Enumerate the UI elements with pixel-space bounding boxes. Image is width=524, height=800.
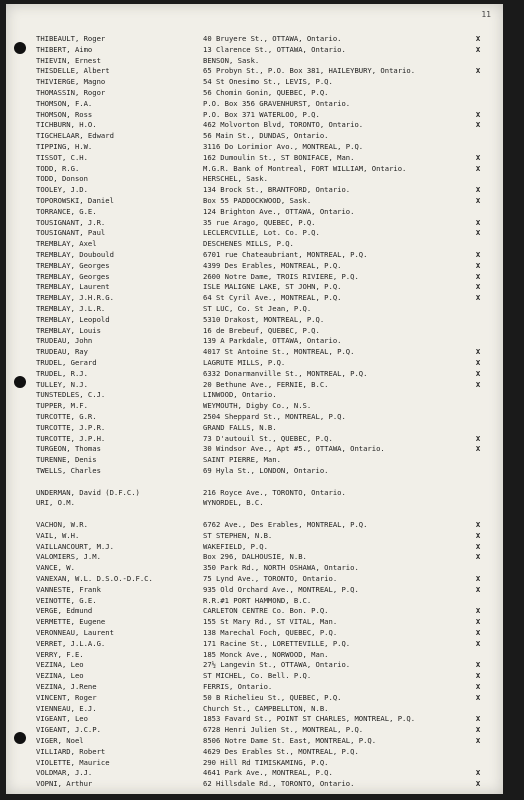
entry-name: TURCOTTE, G.R. [36, 412, 97, 421]
list-item [6, 261, 503, 271]
entry-address: WYNORDEL, B.C. [203, 498, 264, 508]
list-item [6, 434, 503, 444]
list-item [6, 682, 503, 692]
entry-mark: X [475, 368, 481, 378]
entry-name: TREMBLAY, J.L.R. [36, 304, 106, 313]
list-item [6, 552, 503, 562]
list-item [6, 574, 503, 584]
entry-address: 54 St Onesimo St., LEVIS, P.Q. [203, 77, 333, 87]
list-item [6, 455, 503, 465]
list-item [6, 218, 503, 228]
entry-mark: X [475, 552, 481, 562]
entry-address: 56 Main St., DUNDAS, Ontario. [203, 131, 329, 141]
list-item [6, 747, 503, 757]
page-number: 11 [481, 10, 491, 19]
entry-address: 935 Old Orchard Ave., MONTREAL, P.Q. [203, 584, 359, 594]
list-item [6, 326, 503, 336]
entry-mark: X [475, 530, 481, 540]
entry-address: 13 Clarence St., OTTAWA, Ontario. [203, 44, 346, 54]
list-item [6, 110, 503, 120]
entry-mark: X [475, 34, 481, 43]
entry-mark: X [475, 433, 481, 443]
entry-mark: X [475, 671, 481, 681]
entry-address: 1853 Favard St., POINT ST CHARLES, MONTREAL, P.Q. [203, 714, 416, 724]
entry-mark: X [475, 293, 481, 303]
list-item [6, 509, 503, 519]
entry-name: TREMBLAY, Doubould [36, 250, 114, 259]
list-item [6, 531, 503, 541]
list-item [6, 77, 503, 87]
entry-address: 64 St Cyril Ave., MONTREAL, P.Q. [203, 293, 342, 303]
entry-mark: X [475, 271, 481, 281]
list-item [6, 164, 503, 174]
list-item [6, 142, 503, 152]
entry-mark: X [475, 358, 481, 367]
entry-mark: X [475, 682, 481, 691]
entry-mark: X [475, 196, 481, 205]
entry-address: LAGRUTE MILLS, P.Q. [203, 358, 286, 367]
entry-mark: X [475, 228, 481, 238]
entry-name: TIGCHELAAR, Edward [36, 131, 114, 141]
entry-address: 3116 Do Lorimior Avo., MONTREAL, P.Q. [203, 142, 364, 151]
list-item [6, 228, 503, 238]
entry-address: 138 Marechal Foch, QUEBEC, P.Q. [203, 628, 338, 637]
entry-address: ST MICHEL, Co. Bell. P.Q. [203, 671, 312, 681]
entry-name: VANNESTE, Frank [36, 584, 101, 594]
list-item [6, 174, 503, 184]
entry-address: ST LUC, Co. St Jean, P.Q. [203, 304, 312, 313]
list-item [6, 185, 503, 195]
entry-name: TRUDEAU, John [36, 336, 93, 346]
entry-mark: X [475, 520, 481, 529]
list-item [6, 714, 503, 724]
entry-address: 30 Windsor Ave., Apt #5., OTTAWA, Ontario. [203, 444, 385, 454]
entry-address: 171 Racine St., LORETTEVILLE, P.Q. [203, 638, 351, 648]
entry-mark: X [475, 282, 481, 292]
entry-name: VILLIARD, Robert [36, 746, 106, 756]
list-item [6, 488, 503, 498]
entry-name: THOMSON, Ross [36, 109, 93, 119]
list-item [6, 596, 503, 606]
entry-address: DESCHENES MILLS, P.Q. [203, 239, 294, 249]
entry-address: 69 Hyla St., LONDON, Ontario. [203, 466, 329, 475]
entry-name: TREMBLAY, Georges [36, 260, 110, 270]
entry-name: UNDERMAN, David (D.F.C.) [36, 487, 140, 497]
list-item [6, 304, 503, 314]
entry-mark: X [475, 217, 481, 227]
entry-address: ST STEPHEN, N.B. [203, 530, 273, 540]
entry-name: URI, O.M. [36, 498, 75, 508]
entry-address: 124 Brighton Ave., OTTAWA, Ontario. [203, 206, 355, 216]
entry-mark: X [475, 768, 481, 778]
entry-address: GRAND FALLS, N.B. [203, 422, 277, 432]
entry-address: SAINT PIERRE, Man. [203, 455, 281, 465]
list-item [6, 639, 503, 649]
entry-name: TREMBLAY, Laurent [36, 282, 110, 292]
list-item [6, 693, 503, 703]
entry-address: CARLETON CENTRE Co. Bon. P.Q. [203, 606, 329, 616]
list-item [6, 66, 503, 76]
entry-name: TOOLEY, J.D. [36, 185, 88, 195]
entry-address: 4629 Des Erables St., MONTREAL, P.Q. [203, 746, 359, 756]
entry-name: VEZINA, Leo [36, 660, 84, 670]
entry-name: VERGE, Edmund [36, 606, 93, 616]
entry-address: 462 Molvorton Blvd, TORONTO, Ontario. [203, 120, 364, 130]
entry-name: TOUSIGNANT, J.R. [36, 217, 106, 227]
entry-name: VERRET, J.L.A.G. [36, 638, 106, 648]
list-item [6, 704, 503, 714]
entry-name: VIOLETTE, Maurice [36, 757, 110, 767]
entry-mark: X [475, 163, 481, 173]
entry-mark: X [475, 250, 481, 259]
entry-name: VIGEANT, J.C.P. [36, 725, 101, 735]
entry-address: 16 de Brebeuf, QUEBEC, P.Q. [203, 325, 320, 335]
entry-address: HERSCHEL, Sask. [203, 174, 268, 184]
entry-name: VEZINA, J.Rene [36, 682, 97, 691]
list-item [6, 660, 503, 670]
entry-name: TULLEY, N.J. [36, 379, 88, 389]
entry-address: 2600 Notre Dame, TROIS RIVIERE, P.Q. [203, 271, 359, 281]
entry-name: VEZINA, Leo [36, 671, 84, 681]
list-item [6, 768, 503, 778]
entry-address: Box 296, DALHOUSIE, N.B. [203, 552, 307, 562]
entry-mark: X [475, 541, 481, 551]
entry-name: THIBERT, Aimo [36, 44, 93, 54]
entry-address: 40 Bruyere St., OTTAWA, Ontario. [203, 34, 342, 43]
list-item [6, 628, 503, 638]
entry-address: 350 Park Rd., NORTH OSHAWA, Ontario. [203, 563, 359, 573]
entry-address: 155 St Mary Rd., ST VITAL, Man. [203, 617, 338, 627]
entry-address: 4017 St Antoine St., MONTREAL, P.Q. [203, 347, 355, 357]
entry-mark: X [475, 692, 481, 702]
list-item [6, 358, 503, 368]
entry-address: 6728 Henri Julien St., MONTREAL, P.Q. [203, 725, 364, 735]
entry-address: 4399 Des Erables, MONTREAL, P.Q. [203, 260, 342, 270]
list-item [6, 88, 503, 98]
entry-name: TREMBLAY, J.H.R.G. [36, 293, 114, 303]
entry-mark: X [475, 628, 481, 637]
entry-address: 290 Hill Rd TIMISKAMING, P.Q. [203, 757, 329, 767]
entry-mark: X [475, 584, 481, 594]
document-page [6, 4, 503, 794]
entry-mark: X [475, 152, 481, 162]
entry-address: 5310 Drakost, MONTREAL, P.Q. [203, 314, 325, 324]
entry-address: 65 Probyn St., P.O. Box 381, HAILEYBURY, Ontario. [203, 66, 416, 76]
entry-address: 50 B Richelieu St., QUEBEC, P.Q. [203, 692, 342, 702]
entry-address: 6332 Donarmanville St., MONTREAL, P.Q. [203, 368, 368, 378]
list-item [6, 423, 503, 433]
entry-address: WEYMOUTH, Digby Co., N.S. [203, 401, 312, 411]
list-item [6, 758, 503, 768]
entry-address: 8506 Notre Dame St. East, MONTREAL, P.Q. [203, 736, 377, 745]
entry-address: LINWOOD, Ontario. [203, 390, 277, 400]
entry-address: 134 Brock St., BRANTFORD, Ontario. [203, 185, 351, 195]
entry-name: VACHON, W.R. [36, 520, 88, 529]
entry-name: TUNSTEDLES, C.J. [36, 390, 106, 400]
entry-name: VANCE, W. [36, 563, 75, 573]
entry-mark: X [475, 660, 481, 670]
entry-name: TODD, Donson [36, 174, 88, 184]
entry-name: TREMBLAY, Georges [36, 271, 110, 281]
entry-name: VALOMIERS, J.M. [36, 552, 101, 562]
entry-name: VOLDMAR, J.J. [36, 768, 93, 778]
entry-name: VERRY, F.E. [36, 649, 84, 659]
entry-mark: X [475, 444, 481, 454]
entry-address: 216 Royce Ave., TORONTO, Ontario. [203, 487, 346, 497]
list-item [6, 99, 503, 109]
entry-address: ISLE MALIGNE LAKE, ST JOHN, P.Q. [203, 282, 342, 292]
entry-mark: X [475, 109, 481, 119]
list-item [6, 650, 503, 660]
entry-name: TREMBLAY, Louis [36, 325, 101, 335]
entry-name: VERMETTE, Eugene [36, 617, 106, 627]
entry-name: TURCOTTE, J.P.R. [36, 422, 106, 432]
list-item [6, 444, 503, 454]
entry-address: 62 Hillsdale Rd., TORONTO, Ontario. [203, 779, 355, 789]
list-item [6, 369, 503, 379]
entry-address: 56 Chomin Gonin, QUEBEC, P.Q. [203, 88, 329, 97]
entry-address: LECLERCVILLE, Lot. Co. P.Q. [203, 228, 320, 238]
entry-mark: X [475, 736, 481, 745]
entry-mark: X [475, 714, 481, 724]
list-item [6, 736, 503, 746]
entry-mark: X [475, 638, 481, 648]
list-item [6, 466, 503, 476]
entry-name: THIBEAULT, Roger [36, 34, 106, 43]
entry-address: 139 A Parkdale, OTTAWA, Ontario. [203, 336, 342, 346]
entry-name: THIVIERGE, Magno [36, 77, 106, 87]
entry-address: 6762 Ave., Des Erables, MONTREAL, P.Q. [203, 520, 368, 529]
list-item [6, 498, 503, 508]
entry-name: TIPPING, H.W. [36, 142, 93, 151]
entry-address: 35 rue Arago, QUEBEC, P.Q. [203, 217, 316, 227]
entry-name: TREMBLAY, Leopold [36, 314, 110, 324]
entry-name: VOPNI, Arthur [36, 779, 93, 789]
entry-name: VIGEANT, Leo [36, 714, 88, 724]
list-item [6, 315, 503, 325]
list-item [6, 153, 503, 163]
entry-name: TRUDEL, Gerard [36, 358, 97, 367]
entry-name: VAILLANCOURT, M.J. [36, 541, 114, 551]
list-item [6, 45, 503, 55]
entry-name: VEINOTTE, G.E. [36, 595, 97, 605]
binder-hole-icon [14, 732, 26, 744]
entry-name: TURCOTTE, J.P.H. [36, 433, 106, 443]
entry-address: WAKEFIELD, P.Q. [203, 541, 268, 551]
entry-address: 27½ Langevin St., OTTAWA, Ontario. [203, 660, 351, 670]
list-item [6, 272, 503, 282]
list-item [6, 520, 503, 530]
list-item [6, 477, 503, 487]
entry-mark: X [475, 725, 481, 735]
list-item [6, 671, 503, 681]
entry-mark: X [475, 617, 481, 627]
entry-address: 75 Lynd Ave., TORONTO, Ontario. [203, 574, 338, 583]
entry-address: P.O. Box 371 WATERLOO, P.Q. [203, 109, 320, 119]
entry-name: TISSOT, C.H. [36, 152, 88, 162]
list-item [6, 390, 503, 400]
list-item [6, 282, 503, 292]
entry-address: 185 Monck Ave., NORWOOD, Man. [203, 649, 329, 659]
entry-address: FERRIS, Ontario. [203, 682, 273, 691]
list-item [6, 239, 503, 249]
list-item [6, 196, 503, 206]
binder-hole-icon [14, 42, 26, 54]
entry-name: TUPPER, M.F. [36, 401, 88, 411]
entry-name: THOMASSIN, Rogor [36, 88, 106, 97]
entry-address: 73 D'autouil St., QUEBEC, P.Q. [203, 433, 333, 443]
list-item [6, 542, 503, 552]
entry-name: TOPOROWSKI, Daniel [36, 196, 114, 205]
entry-name: TICHBURN, H.O. [36, 120, 97, 130]
entry-name: TODD, R.G. [36, 163, 80, 173]
entry-name: VINCENT, Roger [36, 692, 97, 702]
entry-address: Box 55 PADDOCKWOOD, Sask. [203, 196, 312, 205]
list-item [6, 617, 503, 627]
entry-mark: X [475, 44, 481, 54]
list-item [6, 293, 503, 303]
entry-mark: X [475, 66, 481, 76]
list-item [6, 336, 503, 346]
entry-address: BENSON, Sask. [203, 55, 260, 65]
entry-address: 4641 Park Ave., MONTREAL, P.Q. [203, 768, 333, 778]
list-item [6, 120, 503, 130]
list-item [6, 131, 503, 141]
entry-name: VIENNEAU, E.J. [36, 703, 97, 713]
list-item [6, 725, 503, 735]
entry-mark: X [475, 606, 481, 616]
entry-name: TORRANCE, G.E. [36, 206, 97, 216]
entry-name: VIGER, Noel [36, 736, 84, 745]
entry-address: 20 Bethune Ave., FERNIE, B.C. [203, 379, 329, 389]
entry-address: 2504 Sheppard St., MONTREAL, P.Q. [203, 412, 346, 421]
entry-name: TRUDEAU, Ray [36, 347, 88, 357]
entry-address: R.R.#1 PORT HAMMOND, B.C. [203, 595, 312, 605]
entry-name: TURGEON, Thomas [36, 444, 101, 454]
list-item [6, 401, 503, 411]
entry-name: THOMSON, F.A. [36, 98, 93, 108]
entry-mark: X [475, 185, 481, 195]
entry-name: TWELLS, Charles [36, 466, 101, 475]
entry-name: TOUSIGNANT, Paul [36, 228, 106, 238]
entry-name: TRUDEL, R.J. [36, 368, 88, 378]
entry-name: VANEXAN, W.L. D.S.O.-D.F.C. [36, 574, 153, 583]
entry-name: THISDELLE, Albert [36, 66, 110, 76]
entry-name: VERONNEAU, Laurent [36, 628, 114, 637]
list-item [6, 34, 503, 44]
entry-mark: X [475, 379, 481, 389]
entry-address: 6701 rue Chateaubriant, MONTREAL, P.Q. [203, 250, 368, 259]
entry-address: M.G.R. Bank of Montreal, FORT WILLIAM, Ontario. [203, 163, 407, 173]
entry-mark: X [475, 574, 481, 583]
list-item [6, 779, 503, 789]
list-item [6, 412, 503, 422]
list-item [6, 585, 503, 595]
list-item [6, 380, 503, 390]
list-item [6, 207, 503, 217]
entry-name: VAIL, W.H. [36, 530, 80, 540]
entry-mark: X [475, 347, 481, 357]
entry-name: TREMBLAY, Axel [36, 239, 97, 249]
entry-address: 162 Dumoulin St., ST BONIFACE, Man. [203, 152, 355, 162]
entry-address: P.O. Box 356 GRAVENHURST, Ontario. [203, 98, 351, 108]
entry-name: TURENNE, Denis [36, 455, 97, 465]
entry-name: THIEVIN, Ernest [36, 55, 101, 65]
list-item [6, 250, 503, 260]
list-item [6, 347, 503, 357]
binder-hole-icon [14, 376, 26, 388]
entry-address: Church St., CAMPBELLTON, N.B. [203, 703, 329, 713]
list-item [6, 56, 503, 66]
list-item [6, 606, 503, 616]
entry-mark: X [475, 779, 481, 789]
entry-mark: X [475, 120, 481, 130]
list-item [6, 563, 503, 573]
entry-mark: X [475, 260, 481, 270]
